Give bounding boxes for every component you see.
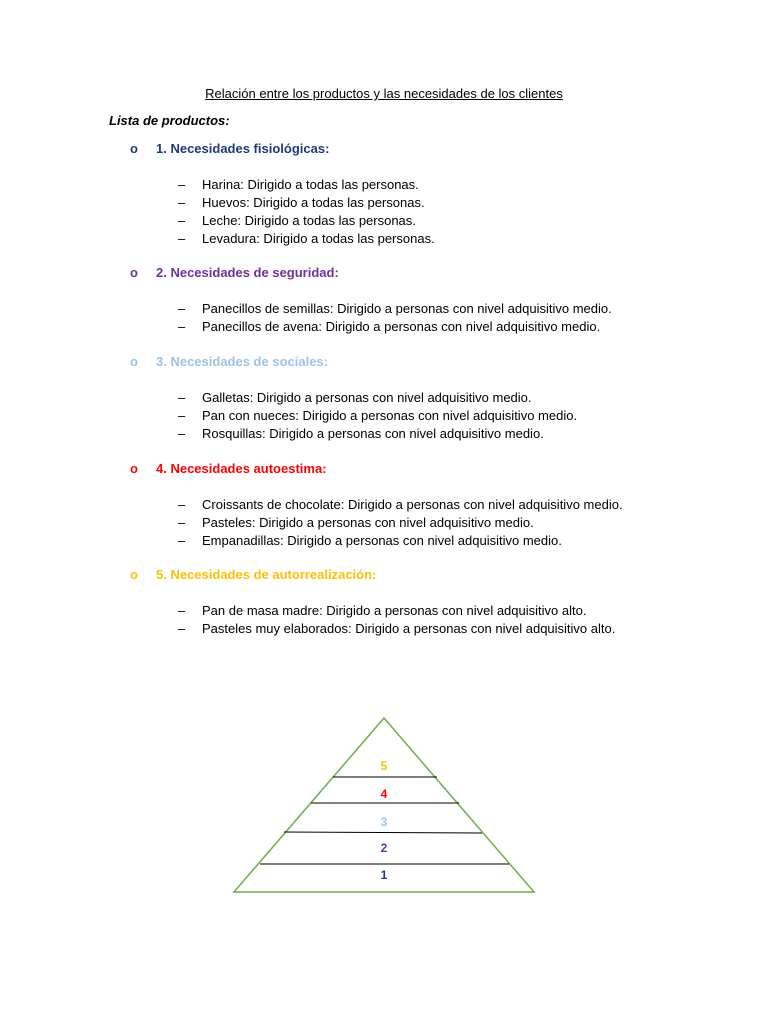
list-item-text: Empanadillas: Dirigido a personas con nivel adquisitivo medio. (202, 533, 562, 548)
list-item-text: Panecillos de avena: Dirigido a personas con nivel adquisitivo medio. (202, 319, 601, 334)
dash-bullet-icon: – (178, 195, 186, 210)
document-title: Relación entre los productos y las necesidades de los clientes (205, 86, 563, 101)
list-item-text: Pasteles: Dirigido a personas con nivel adquisitivo medio. (202, 515, 534, 530)
pyramid-outline (234, 718, 534, 892)
list-item-text: Pan de masa madre: Dirigido a personas con nivel adquisitivo alto. (202, 603, 587, 618)
pyramid-level-label: 2 (380, 841, 388, 855)
list-item-text: Levadura: Dirigido a todas las personas. (202, 231, 435, 246)
dash-bullet-icon: – (178, 533, 186, 548)
dash-bullet-icon: – (178, 231, 186, 246)
pyramid-level-label: 3 (380, 815, 388, 829)
dash-bullet-icon: – (178, 390, 186, 405)
dash-bullet-icon: – (178, 515, 186, 530)
list-item-text: Huevos: Dirigido a todas las personas. (202, 195, 425, 210)
circle-bullet-icon: o (130, 461, 138, 476)
circle-bullet-icon: o (130, 567, 138, 582)
dash-bullet-icon: – (178, 301, 186, 316)
pyramid-level-label: 1 (380, 868, 388, 882)
list-item-text: Pasteles muy elaborados: Dirigido a personas con nivel adquisitivo alto. (202, 621, 616, 636)
dash-bullet-icon: – (178, 177, 186, 192)
list-item-text: Rosquillas: Dirigido a personas con nivel adquisitivo medio. (202, 426, 544, 441)
section-heading-text: 2. Necesidades de seguridad: (156, 265, 339, 280)
pyramid-level-label: 4 (380, 787, 388, 801)
list-item-text: Galletas: Dirigido a personas con nivel adquisitivo medio. (202, 390, 532, 405)
list-item-text: Pan con nueces: Dirigido a personas con nivel adquisitivo medio. (202, 408, 578, 423)
circle-bullet-icon: o (130, 354, 138, 369)
circle-bullet-icon: o (130, 265, 138, 280)
list-item-text: Panecillos de semillas: Dirigido a personas con nivel adquisitivo medio. (202, 301, 612, 316)
circle-bullet-icon: o (130, 141, 138, 156)
list-item-text: Leche: Dirigido a todas las personas. (202, 213, 416, 228)
dash-bullet-icon: – (178, 497, 186, 512)
dash-bullet-icon: – (178, 621, 186, 636)
section-heading-text: 4. Necesidades autoestima: (156, 461, 327, 476)
dash-bullet-icon: – (178, 426, 186, 441)
product-list-subtitle: Lista de productos: (109, 113, 230, 128)
section-heading-text: 3. Necesidades de sociales: (156, 354, 328, 369)
dash-bullet-icon: – (178, 603, 186, 618)
dash-bullet-icon: – (178, 319, 186, 334)
list-item-text: Croissants de chocolate: Dirigido a personas con nivel adquisitivo medio. (202, 497, 623, 512)
section-heading-text: 1. Necesidades fisiológicas: (156, 141, 330, 156)
section-heading-text: 5. Necesidades de autorrealización: (156, 567, 377, 582)
list-item-text: Harina: Dirigido a todas las personas. (202, 177, 419, 192)
dash-bullet-icon: – (178, 213, 186, 228)
dash-bullet-icon: – (178, 408, 186, 423)
pyramid-level-label: 5 (380, 759, 388, 773)
pyramid-divider (284, 832, 482, 833)
